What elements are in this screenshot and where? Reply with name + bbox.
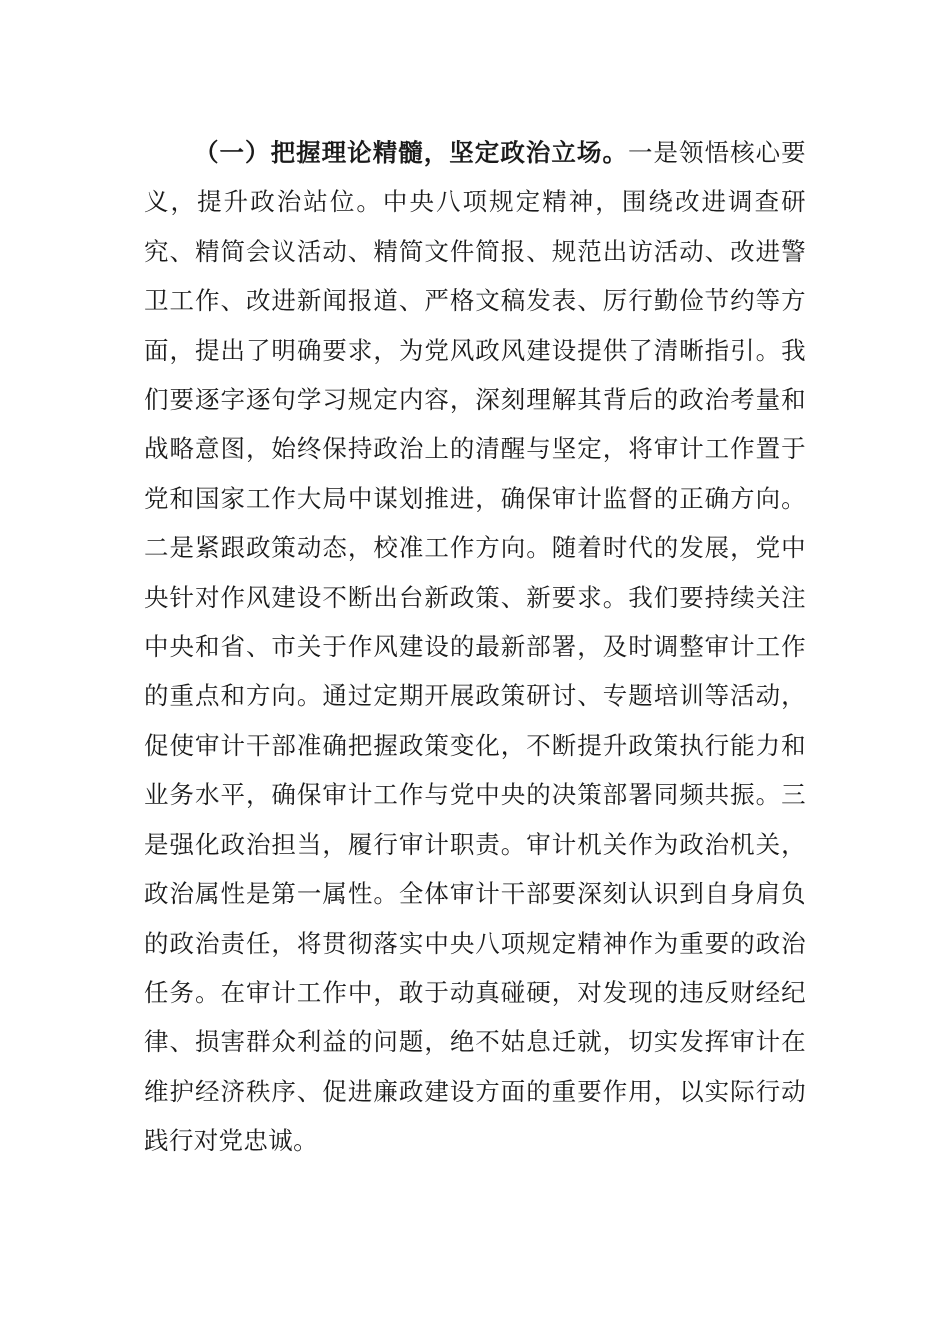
section-heading: （一）把握理论精髓，坚定政治立场。 (194, 138, 628, 167)
body-paragraph (144, 128, 806, 1166)
paragraph-text: 一是领悟核心要义，提升政治站位。中央八项规定精神，围绕改进调查研究、精简会议活动、精简文件简报、规范出访活动、改进警卫工作、改进新闻报道、严格文稿发表、厉行勤俭节约等方面，提出了明确要求，为党风政风建设提供了清晰指引。我们要逐字逐句学习规定内容，深刻理解其背后的政治考量和战略意图，始终保持政治上的清醒与坚定，将审计工作置于党和国家工作大局中谋划推进，确保审计监督的正确方向。二是紧跟政策动态，校准工作方向。随着时代的发展，党中央针对作风建设不断出台新政策、新要求。我们要持续关注中央和省、市关于作风建设的最新部署，及时调整审计工作的重点和方向。通过定期开展政策研讨、专题培训等活动，促使审计干部准确把握政策变化，不断提升政策执行能力和业务水平，确保审计工作与党中央的决策部署同频共振。三是强化政治担当，履行审计职责。审计机关作为政治机关，政治属性是第一属性。全体审计干部要深刻认识到自身肩负的政治责任，将贯彻落实中央八项规定精神作为重要的政治任务。在审计工作中，敢于动真碰硬，对发现的违反财经纪律、损害群众利益的问题，绝不姑息迁就，切实发挥审计在维护经济秩序、促进廉政建设方面的重要作用，以实际行动践行对党忠诚。 (144, 138, 807, 1156)
document-body (144, 128, 806, 1166)
